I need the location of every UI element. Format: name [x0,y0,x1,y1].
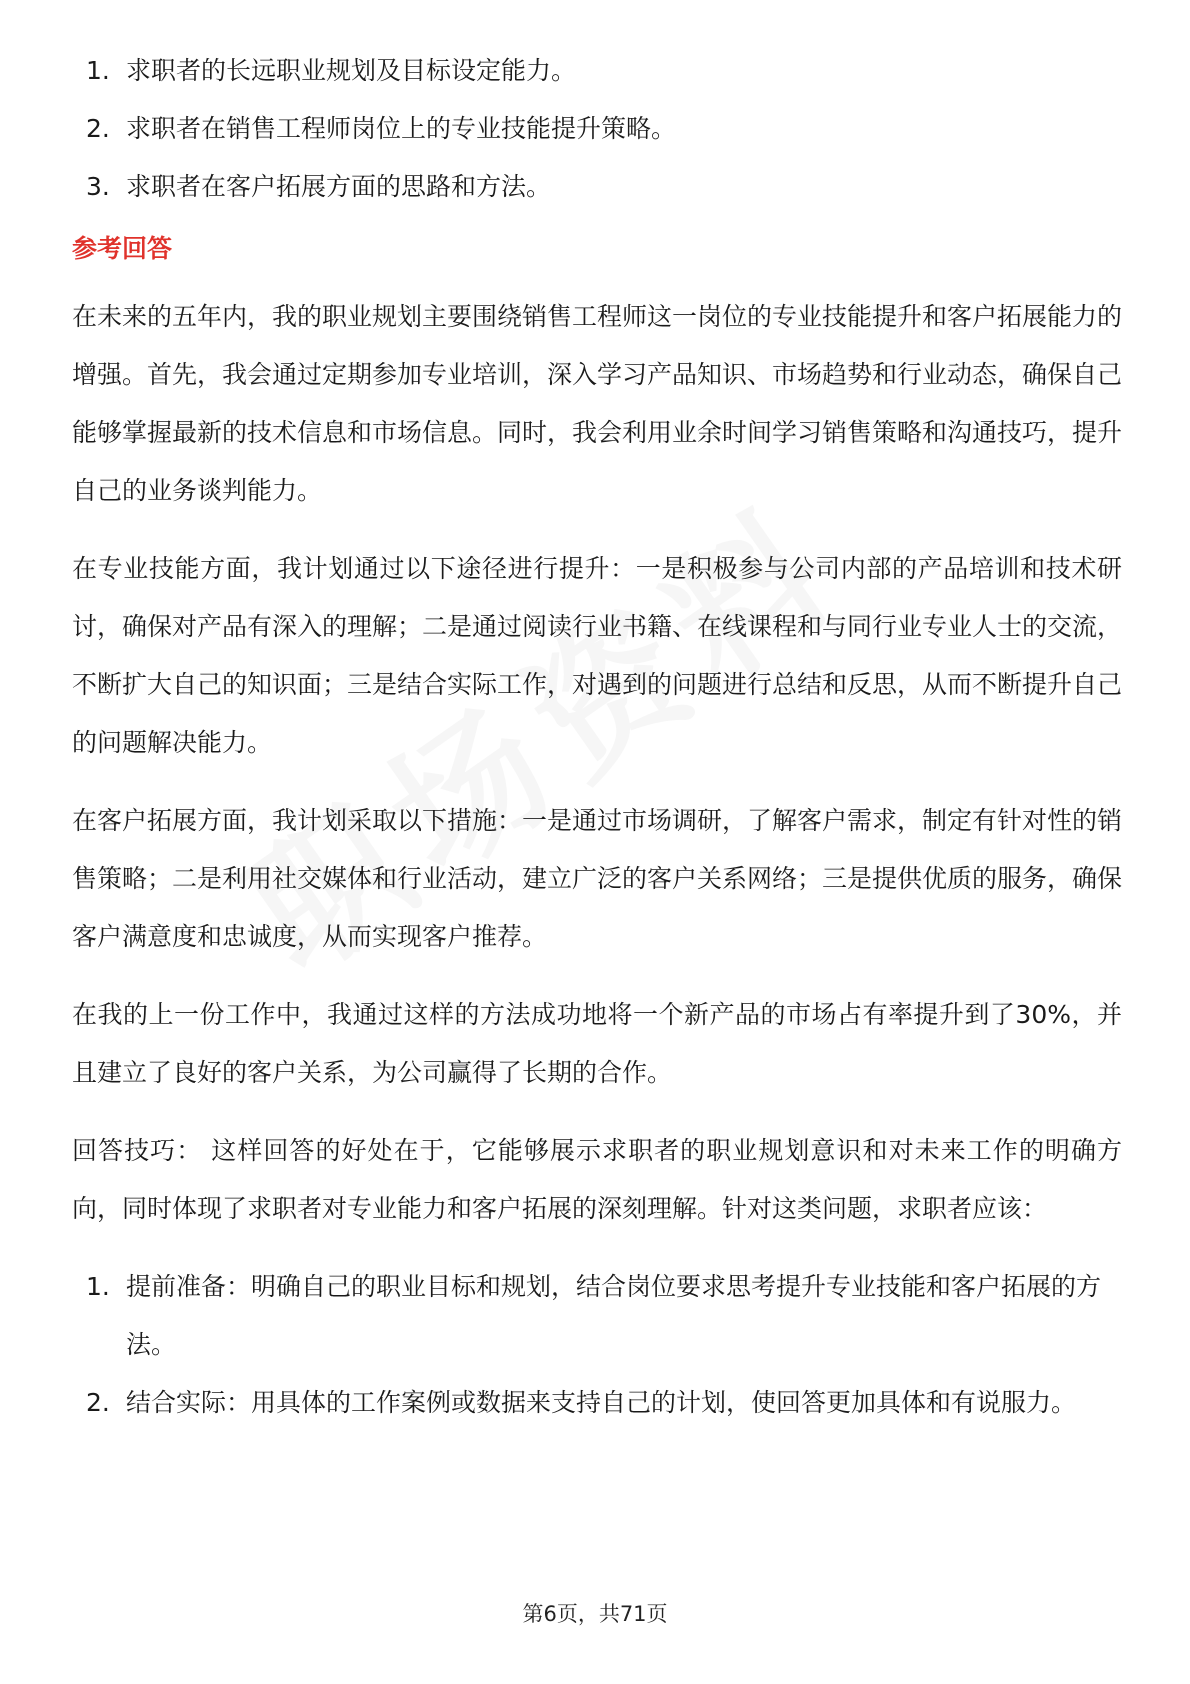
list-number: 2. [86,114,110,143]
paragraph-customer-expansion: 在客户拓展方面，我计划采取以下措施：一是通过市场调研，了解客户需求，制定有针对性的销售策略；二是利用社交媒体和行业活动，建立广泛的客户关系网络；三是提供优质的服务，确保客户满意度和忠诚度，从而实现客户推荐。 [72,806,1123,951]
section-heading: 参考回答 [72,234,173,263]
list-text: 求职者在客户拓展方面的思路和方法。 [126,172,552,201]
list-number: 1. [86,56,110,85]
list-text: 求职者在销售工程师岗位上的专业技能提升策略。 [126,114,677,143]
tips-list [72,1258,1122,1432]
list-item [72,42,1122,100]
document-page [72,42,1122,1432]
list-text: 提前准备：明确自己的职业目标和规划，结合岗位要求思考提升专业技能和客户拓展的方法。 [126,1272,1102,1359]
page-footer: 第6页，共71页 [522,1602,668,1626]
list-item [72,1258,1122,1374]
paragraph-past-achievement: 在我的上一份工作中，我通过这样的方法成功地将一个新产品的市场占有率提升到了30%，并且建立了良好的客户关系，为公司赢得了长期的合作。 [72,1000,1122,1087]
list-number: 3. [86,172,110,201]
list-item [72,1374,1122,1432]
paragraph-career-plan: 在未来的五年内，我的职业规划主要围绕销售工程师这一岗位的专业技能提升和客户拓展能力的增强。首先，我会通过定期参加专业培训，深入学习产品知识、市场趋势和行业动态，确保自己能够掌握最新的技术信息和市场信息。同时，我会利用业余时间学习销售策略和沟通技巧，提升自己的业务谈判能力。 [72,302,1123,505]
list-number: 2. [86,1388,110,1417]
list-text: 求职者的长远职业规划及目标设定能力。 [126,56,577,85]
list-item [72,158,1122,216]
question-focus-list [72,42,1122,216]
paragraph-answer-tips: 回答技巧： 这样回答的好处在于，它能够展示求职者的职业规划意识和对未来工作的明确方向，同时体现了求职者对专业能力和客户拓展的深刻理解。针对这类问题，求职者应该： [72,1136,1122,1223]
list-text: 结合实际：用具体的工作案例或数据来支持自己的计划，使回答更加具体和有说服力。 [126,1388,1077,1417]
list-number: 1. [86,1272,110,1301]
list-item [72,100,1122,158]
paragraph-skills: 在专业技能方面，我计划通过以下途径进行提升：一是积极参与公司内部的产品培训和技术研讨，确保对产品有深入的理解；二是通过阅读行业书籍、在线课程和与同行业专业人士的交流，不断扩大自己的知识面；三是结合实际工作，对遇到的问题进行总结和反思，从而不断提升自己的问题解决能力。 [72,554,1123,757]
